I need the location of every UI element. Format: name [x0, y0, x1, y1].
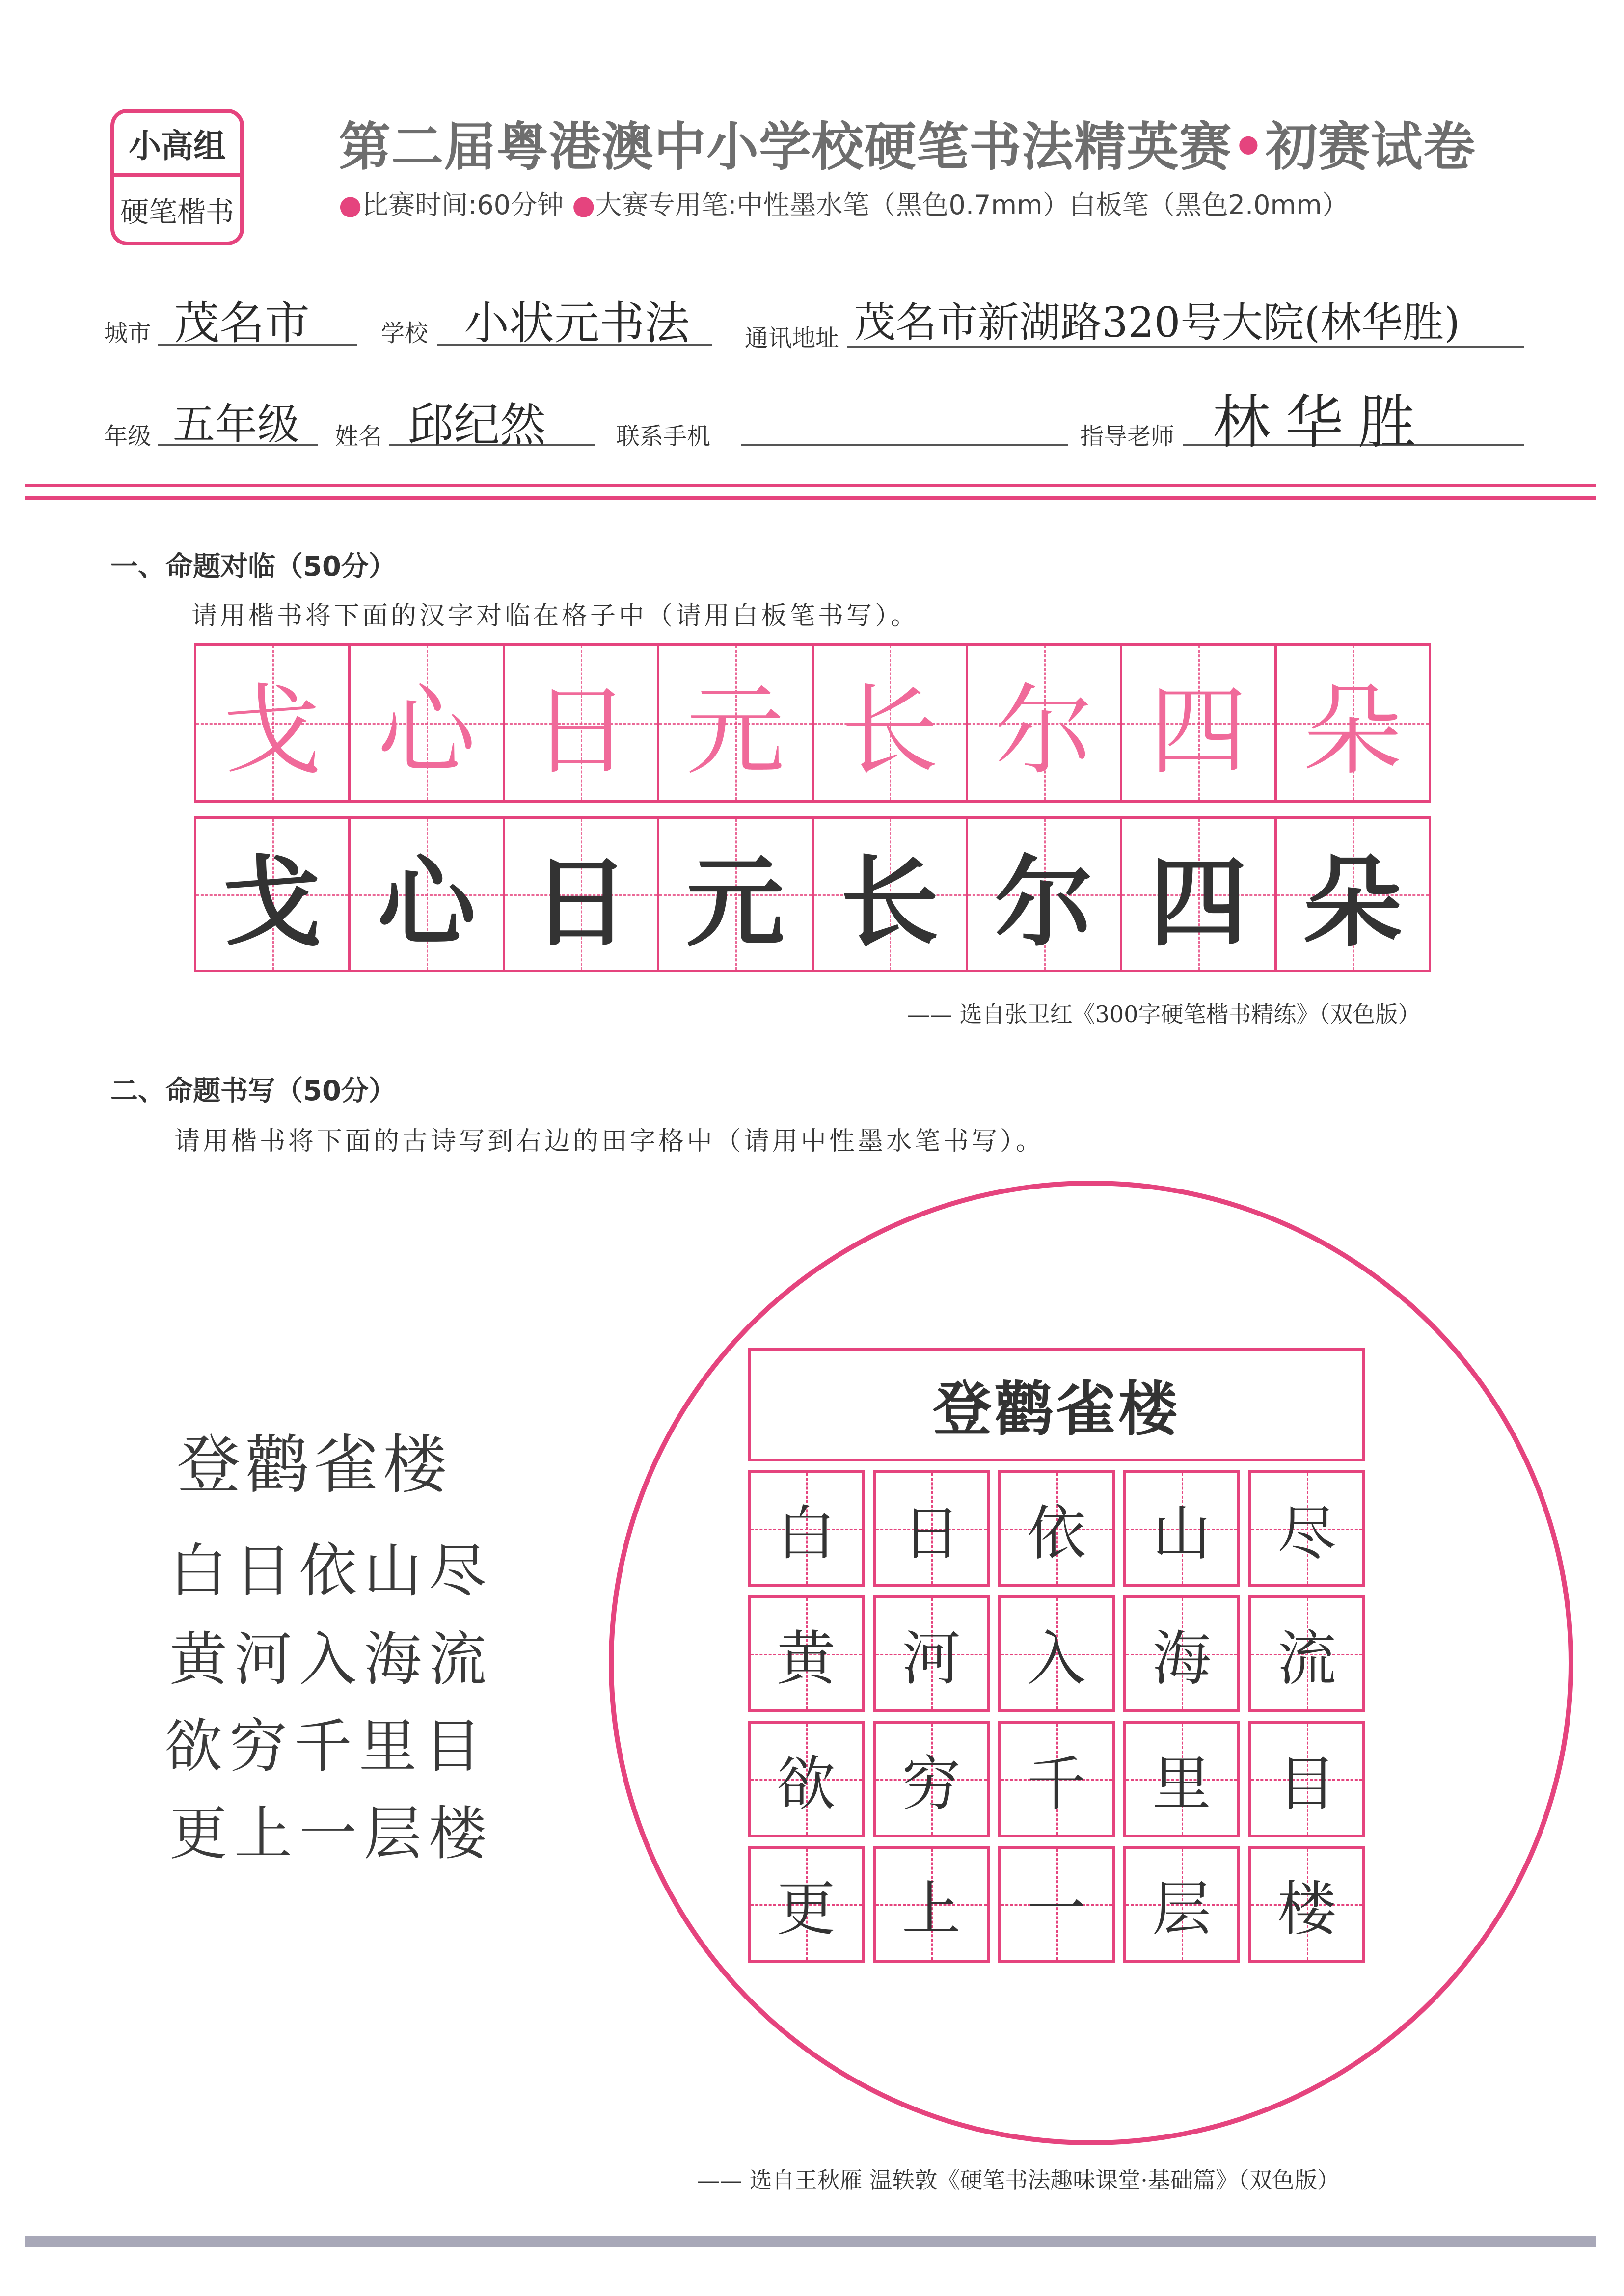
model-char: 元: [686, 674, 785, 788]
phone-label: 联系手机: [616, 423, 711, 450]
grid-cell[interactable]: [748, 1595, 865, 1712]
copy-char: 四: [1149, 844, 1247, 960]
grid-cell[interactable]: [998, 1470, 1115, 1587]
copy-cell[interactable]: [505, 819, 659, 970]
name-field[interactable]: 邱纪然: [407, 399, 546, 452]
copy-cell[interactable]: [1277, 819, 1429, 970]
address-field[interactable]: 茂名市新湖路320号大院(林华胜): [854, 298, 1460, 347]
name-label: 姓名: [335, 423, 382, 450]
grid-char: 上: [902, 1875, 961, 1944]
grid-cell[interactable]: [1248, 1721, 1365, 1837]
school-field[interactable]: 小状元书法: [464, 297, 690, 350]
title-main: 第二届粤港澳中小学校硬笔书法精英赛: [339, 117, 1232, 177]
model-cell: [1277, 646, 1429, 800]
copy-cell[interactable]: [1122, 819, 1276, 970]
teacher-field[interactable]: 林华胜: [1213, 388, 1431, 456]
copy-char: 心: [378, 844, 476, 960]
model-char-row: [194, 643, 1431, 803]
grid-cell[interactable]: [873, 1721, 990, 1837]
model-char: 长: [840, 674, 939, 788]
copy-cell[interactable]: [968, 819, 1122, 970]
poem-writing-grid: [748, 1470, 1365, 1963]
grid-cell[interactable]: [1123, 1721, 1240, 1837]
grid-cell[interactable]: [1123, 1595, 1240, 1712]
copy-char: 尔: [995, 844, 1093, 960]
grid-cell[interactable]: [1248, 1595, 1365, 1712]
grid-char: 楼: [1277, 1875, 1336, 1944]
copy-cell[interactable]: [814, 819, 968, 970]
grid-char: 更: [777, 1875, 836, 1944]
header-divider-top: [25, 484, 1596, 487]
grade-label: 年级: [104, 423, 152, 450]
grid-cell[interactable]: [1248, 1470, 1365, 1587]
grid-char: 穷: [902, 1750, 961, 1818]
model-char: 戈: [223, 674, 322, 788]
phone-line: [741, 444, 1068, 446]
model-cell: [968, 646, 1122, 800]
city-label: 城市: [104, 320, 152, 347]
grid-cell[interactable]: [1248, 1846, 1365, 1963]
model-char: 四: [1149, 674, 1247, 788]
address-label: 通讯地址: [745, 324, 839, 352]
grade-field[interactable]: 五年级: [173, 400, 299, 449]
grid-char: 尽: [1277, 1500, 1336, 1568]
group-badge: [110, 109, 244, 245]
grid-char: 里: [1152, 1750, 1211, 1818]
poem-line-4: 更上一层楼: [169, 1800, 494, 1867]
model-char: 朵: [1303, 674, 1402, 788]
copy-char-row: [194, 816, 1431, 972]
grid-cell[interactable]: [873, 1846, 990, 1963]
grid-cell[interactable]: [748, 1721, 865, 1837]
page-title: [339, 106, 1476, 180]
model-char: 尔: [995, 674, 1093, 788]
grid-cell[interactable]: [873, 1470, 990, 1587]
copy-cell[interactable]: [196, 819, 351, 970]
model-char: 心: [378, 674, 476, 788]
copy-char: 戈: [223, 844, 322, 960]
model-cell: [351, 646, 505, 800]
model-cell: [196, 646, 351, 800]
grid-char: 目: [1277, 1750, 1336, 1818]
grid-char: 入: [1027, 1625, 1086, 1693]
bullet-icon: ●: [572, 189, 595, 220]
model-cell: [1122, 646, 1276, 800]
copy-char: 朵: [1303, 844, 1402, 960]
exam-pen: 大赛专用笔:中性墨水笔（黑色0.7mm）白板笔（黑色2.0mm）: [595, 189, 1349, 220]
section1-title: 一、命题对临（50分）: [110, 551, 396, 583]
copy-cell[interactable]: [351, 819, 505, 970]
badge-group-label: 小高组: [114, 113, 240, 177]
model-cell: [659, 646, 813, 800]
teacher-label: 指导老师: [1080, 423, 1175, 450]
grid-char: 日: [902, 1500, 961, 1568]
bullet-icon: ●: [339, 189, 362, 220]
title-tail: 初赛试卷: [1265, 117, 1476, 177]
model-cell: [505, 646, 659, 800]
copy-cell[interactable]: [659, 819, 813, 970]
grid-cell[interactable]: [873, 1595, 990, 1712]
grid-char: 一: [1027, 1875, 1086, 1944]
copy-char: 元: [686, 844, 785, 960]
grid-char: 千: [1027, 1750, 1086, 1818]
grid-char: 河: [902, 1625, 961, 1693]
written-title-box[interactable]: 登鹳雀楼: [748, 1348, 1365, 1461]
title-separator: •: [1232, 117, 1266, 177]
poem-title: 登鹳雀楼: [177, 1428, 452, 1502]
grid-char: 黄: [777, 1625, 836, 1693]
grid-cell[interactable]: [748, 1846, 865, 1963]
grid-cell[interactable]: [1123, 1470, 1240, 1587]
grid-char: 欲: [777, 1750, 836, 1818]
model-cell: [814, 646, 968, 800]
grid-cell[interactable]: [998, 1595, 1115, 1712]
section2-credit: —— 选自王秋雁 温轶敦《硬笔书法趣味课堂·基础篇》（双色版）: [697, 2167, 1340, 2193]
grid-cell[interactable]: [998, 1846, 1115, 1963]
grid-char: 海: [1152, 1625, 1211, 1693]
grid-cell[interactable]: [1123, 1846, 1240, 1963]
poem-line-1: 白日依山尽: [169, 1537, 494, 1605]
grid-char: 流: [1277, 1625, 1336, 1693]
exam-time: 比赛时间:60分钟: [362, 189, 564, 220]
copy-char: 日: [532, 844, 630, 960]
grid-cell[interactable]: [998, 1721, 1115, 1837]
badge-category-label: 硬笔楷书: [120, 195, 234, 229]
copy-char: 长: [840, 844, 939, 960]
grid-char: 层: [1152, 1875, 1211, 1944]
grid-char: 白: [777, 1500, 836, 1568]
section1-description: 请用楷书将下面的汉字对临在格子中（请用白板笔书写）。: [191, 601, 920, 631]
school-label: 学校: [381, 320, 429, 347]
header-divider-bottom: [25, 496, 1596, 500]
grid-char: 山: [1152, 1500, 1211, 1568]
section1-credit: —— 选自张卫红《300字硬笔楷书精练》（双色版）: [907, 1001, 1421, 1027]
footer-bar: [25, 2236, 1596, 2247]
poem-line-2: 黄河入海流: [169, 1625, 494, 1693]
grid-cell[interactable]: [748, 1470, 865, 1587]
city-field[interactable]: 茂名市: [174, 297, 310, 350]
exam-subtitle: [339, 184, 1349, 222]
grid-char: 依: [1027, 1500, 1086, 1568]
model-char: 日: [532, 674, 630, 788]
section2-description: 请用楷书将下面的古诗写到右边的田字格中（请用中性墨水笔书写）。: [174, 1127, 1045, 1156]
poem-line-3: 欲穷千里目: [164, 1712, 489, 1780]
section2-title: 二、命题书写（50分）: [110, 1075, 396, 1107]
